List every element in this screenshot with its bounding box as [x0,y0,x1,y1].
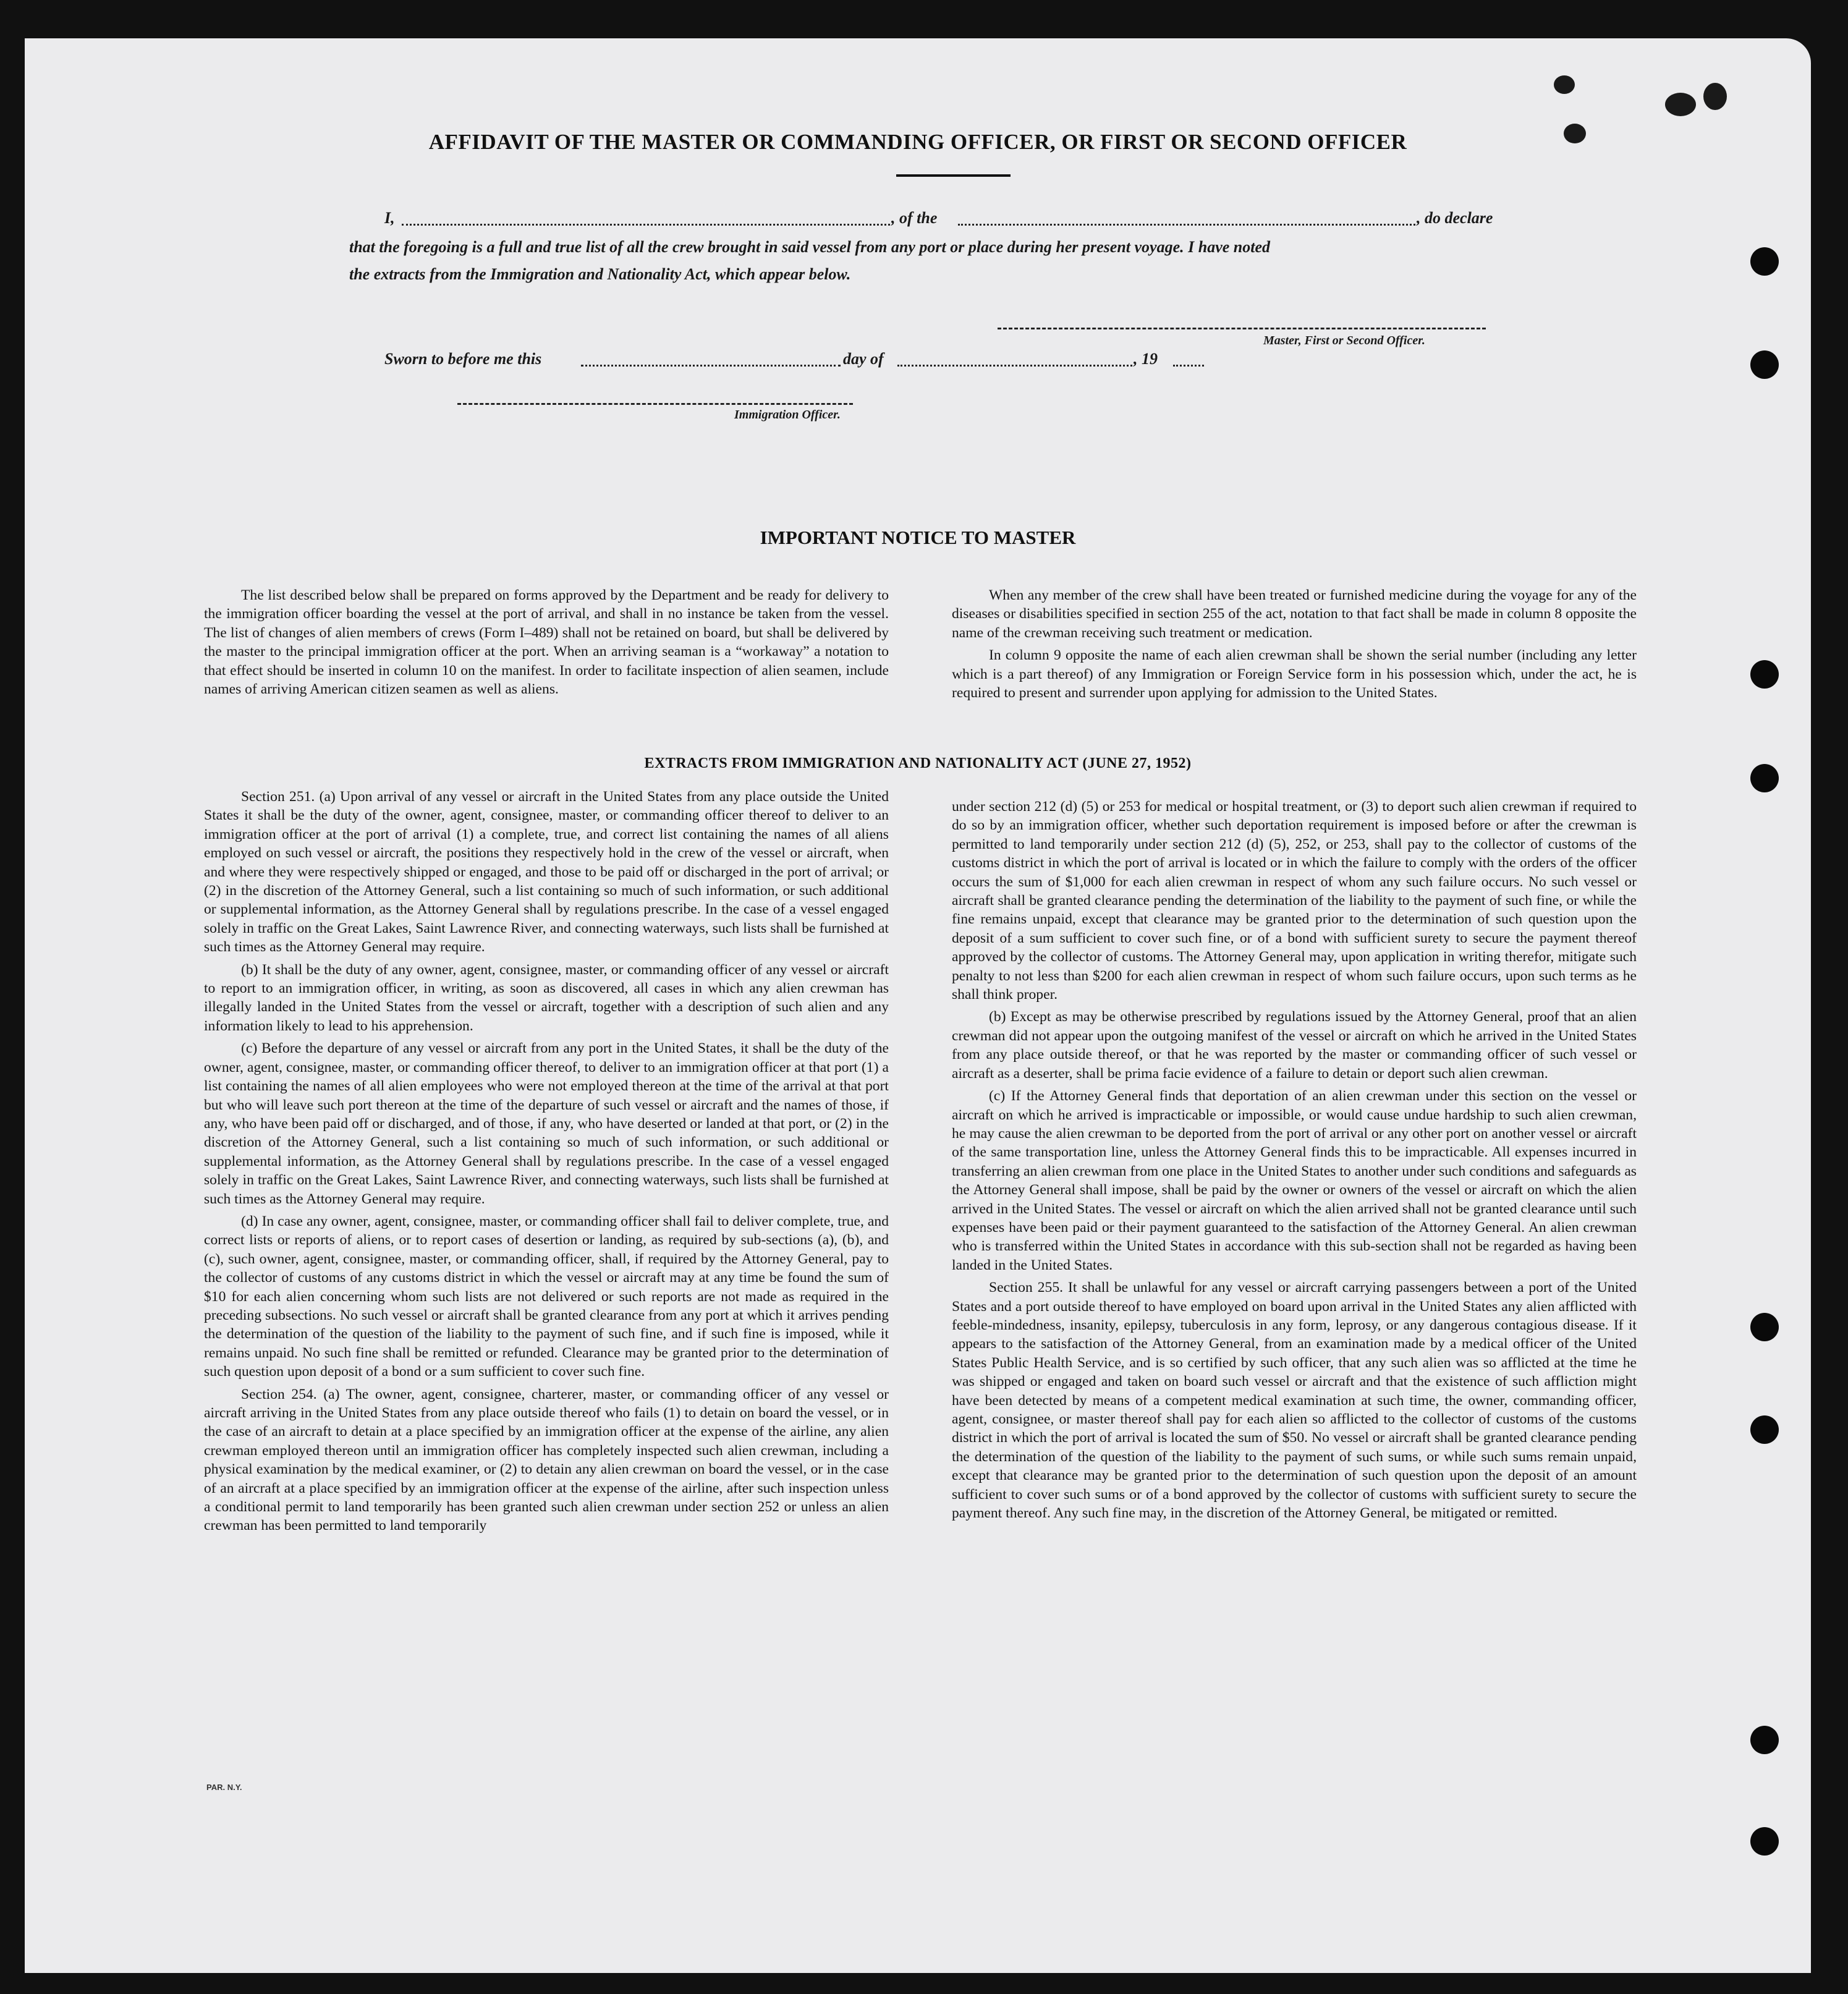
ink-blot [1703,83,1727,110]
binder-hole [1750,1415,1779,1444]
section-paragraph: (c) If the Attorney General finds that deportation of an alien crewman under this section on the vessel or aircraft on which he arrived is impracticable or impossible, or would cause undue hardship to such alien crewman, he may cause the alien crewman to be deported from the port of arrival or any other port on another vessel or aircraft of the same transportation line, unless the Attorney General finds this to be impracticable. All expenses incurred in transferring an alien crewman from one place in the United States to another under such conditions and safeguards as the Attorney General shall impose, shall be paid by the owner or owners of the vessel or aircraft on which the alien arrived in the United States. The vessel or aircraft on which the alien arrived shall not be granted clearance until such expenses have been paid or their payment guaranteed to the satisfaction of the Attorney General. An alien crewman who is transferred within the United States in accordance with this sub-section shall not be regarded as having been landed in the United States. [952,1088,1637,1273]
ink-blot [1665,93,1696,116]
officer-signature-line[interactable] [457,403,853,405]
title-underline [896,174,1011,177]
extracts-left-column [204,787,889,1539]
notice-right-column [952,586,1637,706]
binder-hole [1750,350,1779,379]
binder-hole [1750,1313,1779,1341]
notice-title: IMPORTANT NOTICE TO MASTER [760,527,1076,548]
vessel-prefix: , of the [891,209,938,227]
section-paragraph: Section 251. (a) Upon arrival of any vessel or aircraft in the United States from any place outside the United States it shall be the duty of the owner, agent, consignee, master, or commanding officer thereof to deliver to an immigration officer at the port of arrival (1) a complete, true, and correct list containing the names of all aliens employed on such vessel or aircraft, the positions they respectively hold in the crew of the vessel or aircraft, when and where they were respectively shipped or engaged, and those to be paid off or discharged in the port of arrival; or (2) in the discretion of the Attorney General, such a list containing so much of such information, or such additional or supplemental information, as the Attorney General shall by regulations prescribe. In the case of a vessel engaged solely in traffic on the Great Lakes, Saint Lawrence River, and connecting waterways, such lists shall be furnished at such times as the Attorney General may require. [204,789,889,956]
binder-hole [1750,247,1779,276]
printer-mark: PAR. N.Y. [206,1783,242,1792]
sworn-day-of: day of [843,350,884,368]
binder-hole [1750,1827,1779,1856]
declare-suffix: , do declare [1417,209,1493,227]
section-paragraph: Section 254. (a) The owner, agent, consignee, charterer, master, or commanding officer of any vessel or aircraft arriving in the United States from any place outside thereof who fails (1) to detain on board the vessel, or in the case of an aircraft to detain at a place specified by an immigration officer at the expense of the airline, any alien crewman employed thereon until an immigration officer has completely inspected such alien crewman, including a physical examination by the medical examiner, or (2) to detain any alien crewman on board the vessel, or in the case of an aircraft at a place specified by an immigration officer at the expense of the airline, after such inspection unless a conditional permit to land temporarily has been granted such alien crewman under section 252 or unless an alien crewman has been permitted to land temporarily [204,1386,889,1534]
extracts-title: EXTRACTS FROM IMMIGRATION AND NATIONALITY ACT (JUNE 27, 1952) [644,755,1192,771]
master-caption: Master, First or Second Officer. [1263,334,1425,347]
sworn-prefix: Sworn to before me this [384,350,542,368]
section-paragraph: (c) Before the departure of any vessel or aircraft from any port in the United States, it shall be the duty of the owner, agent, consignee, master, or commanding officer thereof, to deliver to an immigration officer at that port (1) a list containing the names of all alien employees who were not employed thereon at the time of the arrival at that port but who will leave such port thereon at the time of the departure of such vessel or aircraft and the names of those, if any, who have been paid off or discharged, and of those, if any, who have deserted or landed at that port, or (2) in the discretion of the Attorney General, such a list containing so much of such information, or such additional or supplemental information, as the Attorney General shall by regulations prescribe. In the case of a vessel engaged solely in traffic on the Great Lakes, Saint Lawrence River, and connecting waterways, such lists shall be furnished at such times as the Attorney General may require. [204,1040,889,1207]
declarant-name-field[interactable] [402,224,890,226]
master-signature-line[interactable] [998,328,1486,329]
declarant-prefix: I, [384,209,395,227]
officer-caption: Immigration Officer. [734,408,841,422]
sworn-day-field[interactable] [581,365,841,367]
notice-paragraph: In column 9 opposite the name of each alien crewman shall be shown the serial number (including any letter which is a part thereof) of any Immigration or Foreign Service form in his possession which, under the act, he is required to present and surrender upon applying for admission to the United States. [952,647,1637,702]
notice-left-column [204,586,889,702]
notice-paragraph: The list described below shall be prepared on forms approved by the Department and be ready for delivery to the immigration officer boarding the vessel at the port of arrival, and shall in no instance be taken from the vessel. The list of changes of alien members of crews (Form I–489) shall not be retained on board, but shall be delivered by the master to the principal immigration officer at the port. When an arriving seaman is a “workaway” a notation to that effect should be inserted in column 10 on the manifest. In order to facilitate inspection of alien seamen, include names of arriving American citizen seamen as well as aliens. [204,587,889,698]
ink-blot [1554,75,1575,94]
section-paragraph: Section 255. It shall be unlawful for any vessel or aircraft carrying passengers between a port of the United States and a port outside thereof to have employed on board upon arrival in the United States any alien afflicted with feeble-mindedness, insanity, epilepsy, tuberculosis in any form, leprosy, or any dangerous contagious disease. If it appears to the satisfaction of the Attorney General, from an examination made by a medical officer of the United States Public Health Service, and is so certified by such officer, that any such alien was so afflicted at the time he was shipped or engaged and taken on board such vessel or aircraft and that the existence of such affliction might have been detected by means of a competent medical examination at such time, the owner, commanding officer, agent, consignee, or master thereof shall pay for each alien so afflicted to the collector of customs of the customs district in which the port of arrival is located the sum of $50. No vessel or aircraft shall be granted clearance pending the determination of the question of the liability to the payment of such sums, or while such sums remain unpaid, except that clearance may be granted prior to the determination of such question upon the deposit of an amount sufficient to cover such sums or of a bond approved by the collector of customs with sufficient surety to secure the payment thereof. Any such fine may, in the discretion of the Attorney General, be mitigated or remitted. [952,1279,1637,1522]
binder-hole [1750,660,1779,689]
declaration-line-2: that the foregoing is a full and true list of all the crew brought in said vessel from any port or place during her present voyage. I have noted [349,238,1271,256]
section-paragraph: under section 212 (d) (5) or 253 for medical or hospital treatment, or (3) to deport such alien crewman if required to do so by an immigration officer, whether such deportation requirement is imposed before or after the crewman is permitted to land temporarily under section 212 (d) (5), 252, or 253, shall pay to the collector of customs of the customs district in which the port of arrival is located or in which the failure to comply with the orders of the officer occurs the sum of $1,000 for each alien crewman in respect of whom any such failure occurs. No such vessel or aircraft shall be granted clearance pending the determination of the liability to the payment of such fine, or while the fine remains unpaid, except that clearance may be granted prior to the determination of such question upon the deposit of a sum sufficient to cover such fine, or of a bond with sufficient surety to secure the payment thereof approved by the collector of customs. The Attorney General may, upon application in writing therefor, mitigate such penalty to not less than $200 for each alien crewman in respect of whom such failure occurs, upon such terms as he shall think proper. [952,799,1637,1003]
sworn-year-field[interactable] [1173,365,1204,367]
declaration-line-3: the extracts from the Immigration and Nationality Act, which appear below. [349,265,851,283]
extracts-right-column [952,797,1637,1526]
binder-hole [1750,1726,1779,1754]
sworn-year-prefix: , 19 [1134,350,1158,368]
notice-paragraph: When any member of the crew shall have been treated or furnished medicine during the voyage for any of the diseases or disabilities specified in section 255 of the act, notation to that fact shall be made in column 8 opposite the name of the crewman receiving such treatment or medication. [952,587,1637,641]
section-paragraph: (b) It shall be the duty of any owner, agent, consignee, master, or commanding officer of any vessel or aircraft to report to an immigration officer, in writing, as soon as discovered, all cases in which any alien crewman has illegally landed in the United States from the vessel or aircraft, together with a description of such alien and any information likely to lead to his apprehension. [204,961,889,1034]
form-page [25,38,1811,1973]
section-paragraph: (d) In case any owner, agent, consignee, master, or commanding officer shall fail to deliver complete, true, and correct lists or reports of aliens, or to report cases of desertion or landing, as required by sub-sections (a), (b), and (c), such owner, agent, consignee, master, or commanding officer, shall, if required by the Attorney General, pay to the collector of customs of any customs district in which the vessel or aircraft may at any time be found the sum of $10 for each alien concerning whom such lists are not delivered or such reports are not made as required in the preceding subsections. No such vessel or aircraft shall be granted clearance from any port at which it arrives pending the determination of the question of the liability to the payment of such fine, and if such fine is imposed, while it remains unpaid. No such fine shall be remitted or refunded. Clearance may be granted prior to the determination of such question upon deposit of a bond or a sum sufficient to cover such fine. [204,1213,889,1380]
vessel-name-field[interactable] [958,224,1415,226]
sworn-month-field[interactable] [897,365,1132,367]
section-paragraph: (b) Except as may be otherwise prescribed by regulations issued by the Attorney General, proof that an alien crewman did not appear upon the outgoing manifest of the vessel or aircraft on which he arrived in the United States from any place outside thereof, or that he was reported by the master or commanding officer of such vessel or aircraft as a deserter, shall be prima facie evidence of a failure to detain or deport such alien crewman. [952,1009,1637,1082]
affidavit-title: AFFIDAVIT OF THE MASTER OR COMMANDING OFFICER, OR FIRST OR SECOND OFFICER [428,130,1407,154]
